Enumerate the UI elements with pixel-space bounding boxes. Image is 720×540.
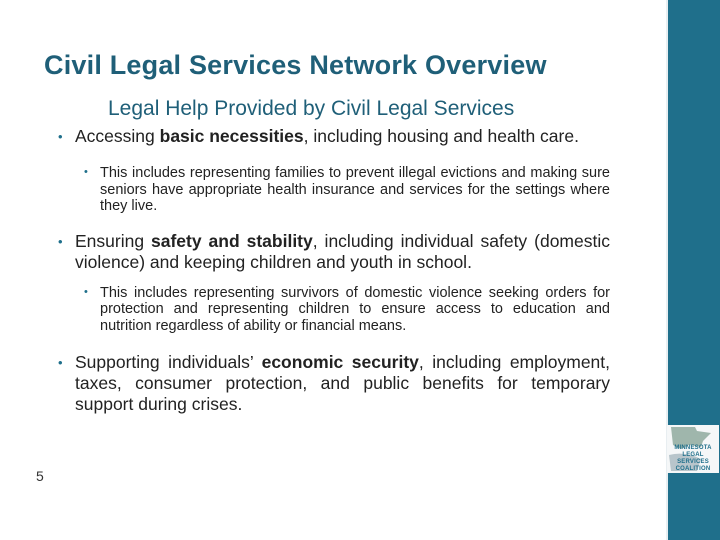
logo-line-3: COALITION xyxy=(675,466,711,472)
sub-bullet-basic-necessities xyxy=(58,165,610,215)
sub-bullet-text: This includes representing families to prevent illegal evictions and making sure seniors have appropriate health insurance and services for the settings where they live. xyxy=(100,165,610,214)
bullet-dot-icon: • xyxy=(58,355,63,370)
minnesota-map-logo-icon xyxy=(667,425,719,473)
bullet-basic-necessities xyxy=(58,126,610,147)
bullet-emphasis: safety and stability xyxy=(151,230,313,251)
bullet-dot-icon: • xyxy=(84,166,88,178)
bullet-emphasis: economic security xyxy=(261,352,419,372)
sub-bullet-text: This includes representing survivors of domestic violence seeking orders for protection and representing children to ensure access to education and nutrition regardless of ability or financial means. xyxy=(100,284,610,334)
logo-line-1: MINNESOTA xyxy=(674,445,712,451)
bullet-list xyxy=(58,126,610,415)
bullet-safety-stability xyxy=(58,231,610,273)
bullet-rest: , including housing and health care. xyxy=(303,126,579,146)
bullet-rest: , including employment, taxes, consumer protection, and public benefits for temporary support during crises. xyxy=(75,352,611,414)
logo-text xyxy=(667,445,719,473)
slide-title: Civil Legal Services Network Overview xyxy=(44,50,547,80)
logo-line-2: LEGAL SERVICES xyxy=(677,452,709,465)
slide-subtitle: Legal Help Provided by Civil Legal Services xyxy=(108,97,515,120)
bullet-economic-security xyxy=(58,352,610,415)
bullet-dot-icon: • xyxy=(84,285,88,298)
bullet-emphasis: basic necessities xyxy=(159,126,304,146)
bullet-dot-icon: • xyxy=(58,129,63,144)
bullet-dot-icon: • xyxy=(58,233,63,249)
bullet-rest: , including individual safety (domestic violence) and keeping children and youth in school. xyxy=(75,230,610,272)
bullet-lead: Accessing xyxy=(75,126,160,146)
page-number: 5 xyxy=(36,468,44,484)
bullet-lead: Ensuring xyxy=(75,230,152,251)
bullet-lead: Supporting individuals’ xyxy=(75,352,262,372)
sub-bullet-safety-stability xyxy=(58,285,610,335)
